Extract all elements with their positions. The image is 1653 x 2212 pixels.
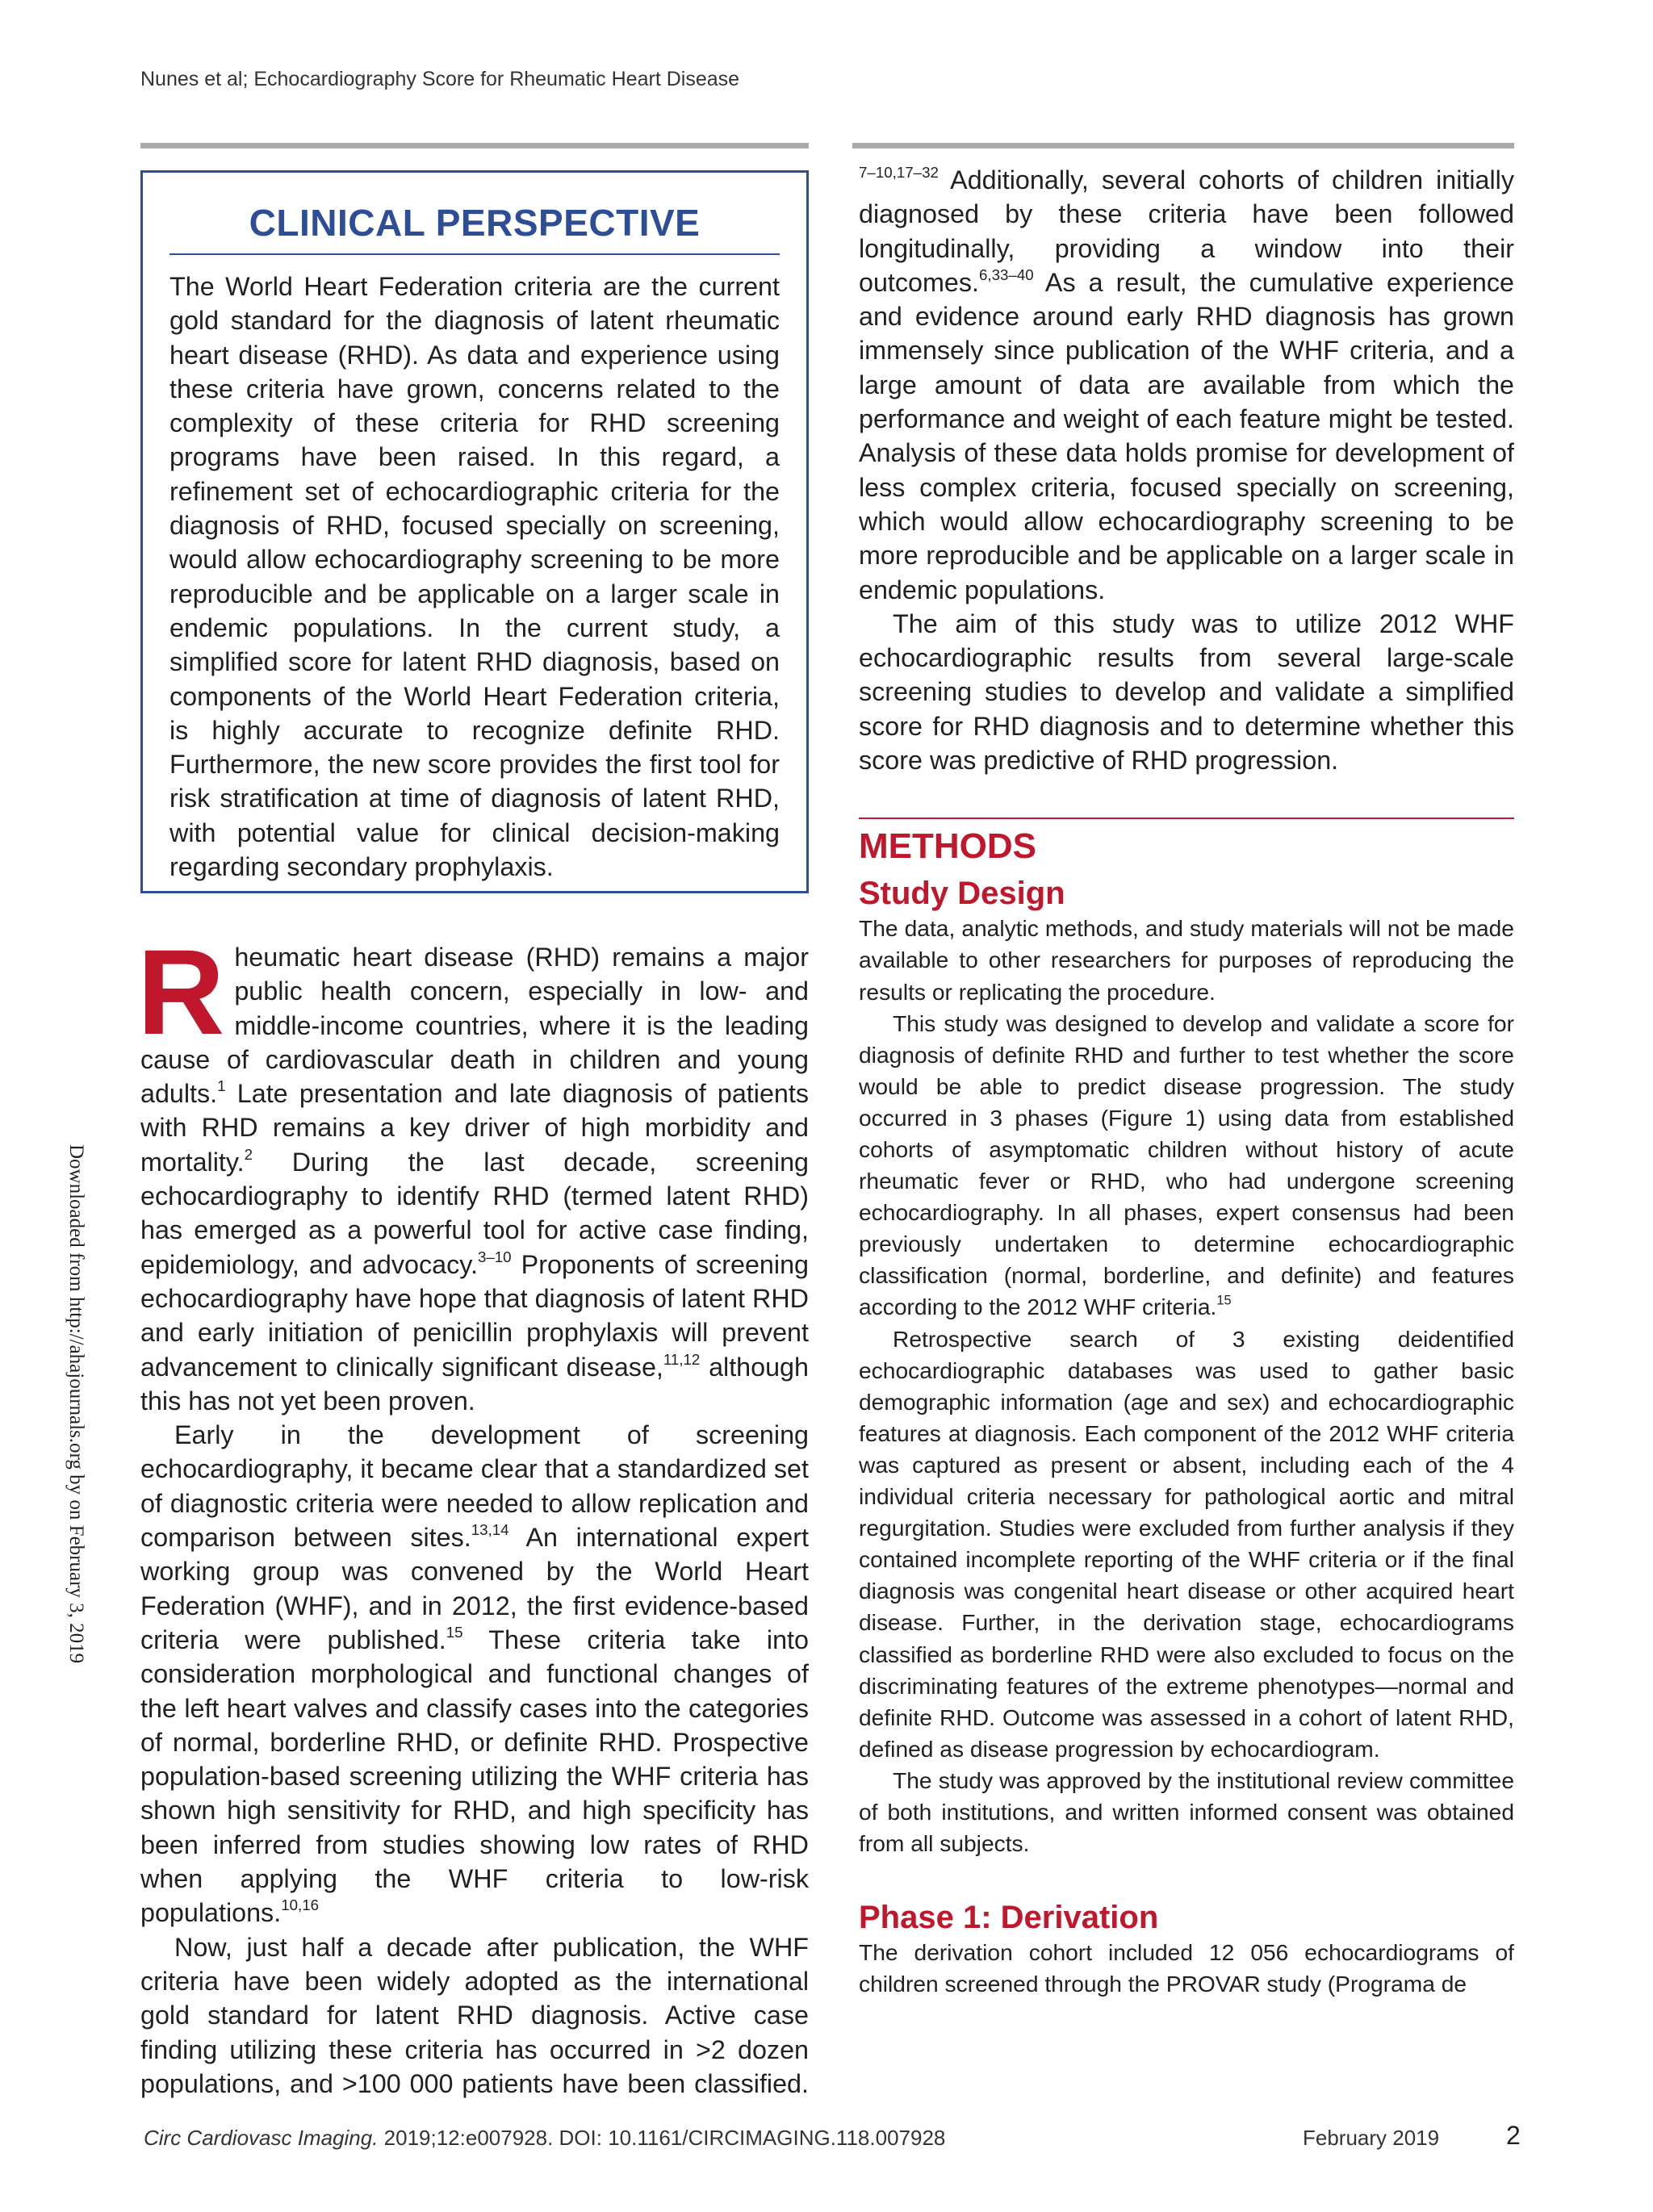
citation: 13,14	[471, 1521, 509, 1538]
footer-citation	[144, 2126, 945, 2151]
citation: 7–10,17–32	[859, 163, 939, 181]
drop-cap: R	[137, 924, 225, 1060]
study-design-heading: Study Design	[859, 876, 1065, 912]
citation: 6,33–40	[979, 266, 1034, 283]
clinical-perspective-text: The World Heart Federation criteria are the current gold standard for the diagnosis of latent rheumatic heart disease (RHD). As data and experience using these criteria have grown, concerns related to the complexity of these criteria for RHD screening programs have been raised. In this regard, a refinement set of echocardiographic criteria for the diagnosis of RHD, focused specially on screening, would allow echocardiography screening to be more reproducible and be applicable on a larger scale in endemic populations. In the current study, a simplified score for latent RHD diagnosis, based on components of the World Heart Federation criteria, is highly accurate to recognize definite RHD. Furthermore, the new score provides the first tool for risk stratification at time of diagnosis of latent RHD, with potential value for clinical decision-making regarding secondary prophylaxis.	[169, 272, 780, 882]
phase1-heading: Phase 1: Derivation	[859, 1900, 1159, 1936]
study-design-paragraph-2: This study was designed to develop and validate a score for diagnosis of definite RHD and further to test whether the score would be able to predict disease progression. The study occurred in 3 phases (Figure 1) using data from established cohorts of asymptomatic children without history of acute rheumatic fever or RHD, who had undergone screening echocardiography. In all phases, expert consensus had been previously undertaken to determine echocardiographic classification (normal, borderline, and definite) and features according to the 2012 WHF criteria.$^{15}$	[859, 1010, 1514, 1320]
study-design-paragraph-1: The data, analytic methods, and study materials will not be made available to other researchers for purposes of reproducing the results or replicating the procedure.	[859, 915, 1514, 1005]
intro-paragraph-3-start: Now, just half a decade after publication, the WHF criteria have been widely adopted as the international gold standard for latent RHD diagnosis. Active case finding utilizing these criteria has occurred in >2 dozen populations, and >100 000 patients have been classified.	[140, 1932, 809, 2098]
citation: 10,16	[281, 1896, 320, 1914]
intro-paragraph-3-continued: $^{7-10,17-32}$ Additionally, several cohorts of children initially diagnosed by these criteria have been followed longitudinally, providing a window into their outcomes.$^{6,33-40}$ As a result, the cumulative experience and evidence around early RHD diagnosis has grown immensely since publication of the WHF criteria, and a large amount of data are available from which the performance and weight of each feature might be tested. Analysis of these data holds promise for development of less complex criteria, focused specially on screening, which would allow echocardiography screening to be more reproducible and be applicable on a larger scale in endemic populations.	[859, 163, 1514, 604]
intro-paragraph-1: Rheumatic heart disease (RHD) remains a major public health concern, especially in low- and middle-income countries, where it is the leading cause of cardiovascular death in children and young adults.$^1$ Late presentation and late diagnosis of patients with RHD remains a key driver of high morbidity and mortality.$^2$ During the last decade, screening echocardiography to identify RHD (termed latent RHD) has emerged as a powerful tool for active case finding, epidemiology, and advocacy.$^{3-10}$ Proponents of screening echocardiography have hope that diagnosis of latent RHD and early initiation of penicillin prophylaxis will prevent advancement to clinically significant disease,$^{11,12}$ although this has not yet been proven.	[137, 924, 809, 1415]
clinical-perspective-box	[140, 170, 809, 893]
citation: 2	[244, 1145, 253, 1163]
citation: 11,12	[663, 1350, 701, 1368]
methods-heading: METHODS	[859, 826, 1036, 867]
intro-paragraph-4: The aim of this study was to utilize 2012 WHF echocardiographic results from several large-scale screening studies to develop and validate a simplified score for RHD diagnosis and to determine whether this score was predictive of RHD progression.	[859, 608, 1514, 776]
citation: 15	[1216, 1294, 1232, 1309]
running-header: Nunes et al; Echocardiography Score for Rheumatic Heart Disease	[140, 68, 740, 90]
journal-name: Circ Cardiovasc Imaging.	[144, 2126, 379, 2150]
top-rule-right	[852, 143, 1514, 148]
citation: 1	[217, 1077, 226, 1095]
citation: 3–10	[477, 1248, 512, 1265]
clinical-perspective-title: CLINICAL PERSPECTIVE	[249, 202, 701, 244]
phase1-paragraph-1: The derivation cohort included 12 056 echocardiograms of children screened through the PROVAR study (Programa de	[859, 1939, 1514, 1997]
right-column	[859, 163, 1514, 2000]
footer-date: February 2019	[1303, 2126, 1440, 2150]
intro-paragraph-2: Early in the development of screening echocardiography, it became clear that a standardized set of diagnostic criteria were needed to allow replication and comparison between sites.$^{13,14}$ An international expert working group was convened by the World Heart Federation (WHF), and in 2012, the first evidence-based criteria were published.$^{15}$ These criteria take into consideration morphological and functional changes of the left heart valves and classify cases into the categories of normal, borderline RHD, or definite RHD. Prospective population-based screening utilizing the WHF criteria has shown high sensitivity for RHD, and high specificity has been inferred from studies showing low rates of RHD when applying the WHF criteria to low-risk populations.$^{10,16}$	[140, 1420, 810, 1928]
citation: 15	[446, 1623, 463, 1641]
doi: 2019;12:e007928. DOI: 10.1161/CIRCIMAGING.118.007928	[378, 2126, 946, 2150]
page-number: 2	[1506, 2121, 1521, 2150]
left-column	[137, 924, 810, 2101]
download-notice: Downloaded from http://ahajournals.org by on February 3, 2019	[65, 1144, 87, 1664]
study-design-paragraph-3: Retrospective search of 3 existing deidentified echocardiographic databases was used to gather basic demographic information (age and sex) and echocardiographic features at diagnosis. Each component of the 2012 WHF criteria was captured as present or absent, including each of the 4 individual criteria necessary for pathological aortic and mitral regurgitation. Studies were excluded from further analysis if they contained incomplete reporting of the WHF criteria or if the final diagnosis was congenital heart disease or other acquired heart disease. Further, in the derivation stage, echocardiograms classified as borderline RHD were also excluded to focus on the discriminating features of the extreme phenotypes—normal and definite RHD. Outcome was assessed in a cohort of latent RHD, defined as disease progression by echocardiogram.	[859, 1325, 1514, 1762]
study-design-paragraph-4: The study was approved by the institutional review committee of both institutions, and written informed consent was obtained from all subjects.	[859, 1767, 1514, 1857]
top-rule-left	[140, 143, 809, 148]
clinical-perspective-rule	[169, 253, 780, 255]
